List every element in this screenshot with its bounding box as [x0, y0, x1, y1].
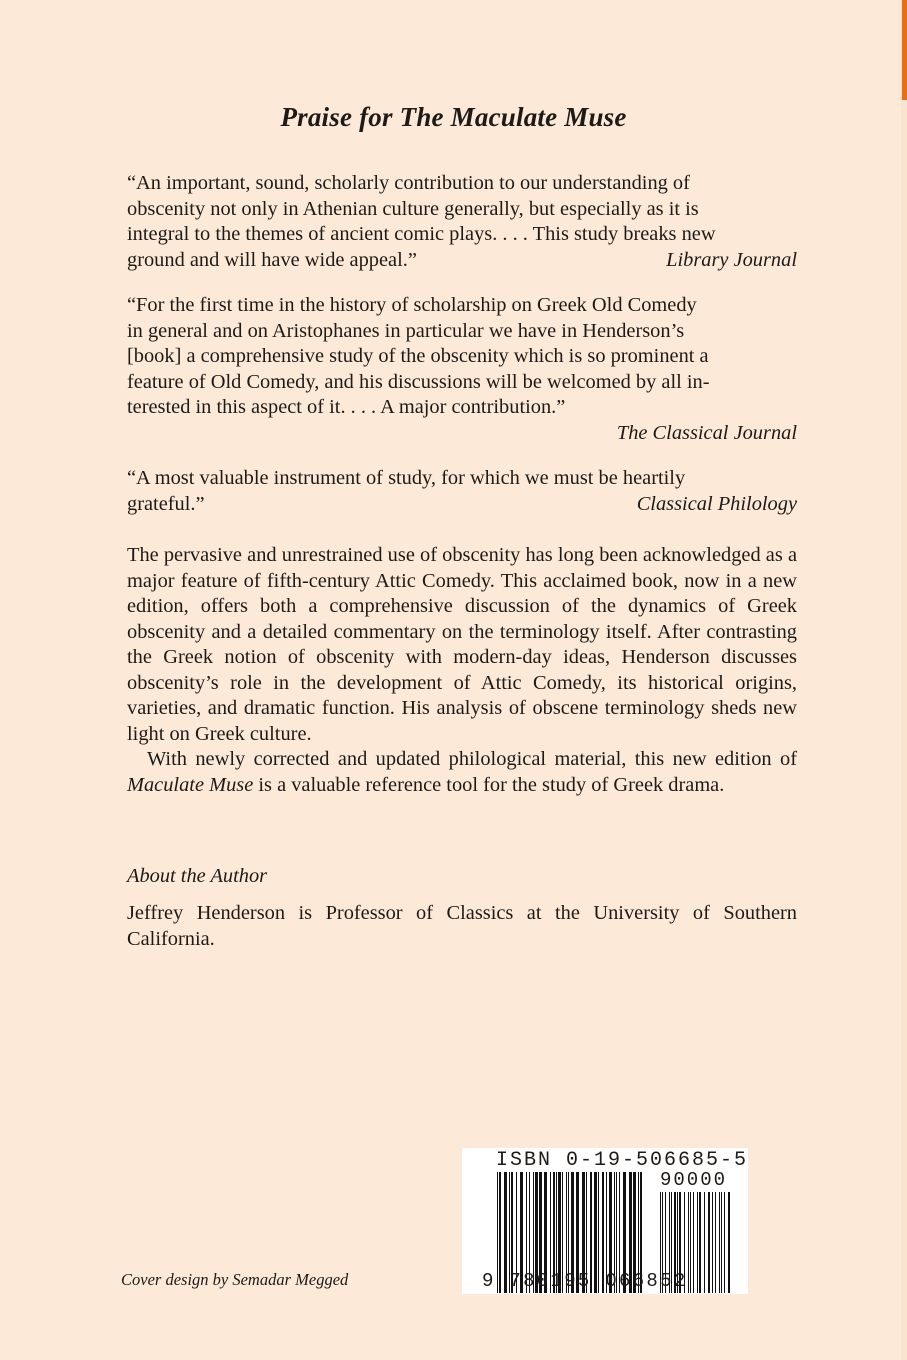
barcode-bar — [715, 1192, 716, 1293]
about-author-heading: About the Author — [127, 865, 268, 887]
description-paragraph: The pervasive and unrestrained use of obscenity has long been acknowledged as a major feature of fifth-century Attic Comedy. This acclaimed book, now in a new edition, offers both a comprehensive discussion of the dynamics of Greek obscenity and a detailed commentary on the terminology itself. After contrasting the Greek notion of obscenity with modern-day ideas, Henderson discusses obscenity’s role in the development of Attic Comedy, its historical origins, varieties, and dramatic function. His analysis of obscene terminology sheds new light on Greek culture. — [127, 544, 797, 745]
price-code: 90000 — [660, 1169, 728, 1191]
barcode-bar — [690, 1192, 691, 1293]
quote-line: terested in this aspect of it. . . . A major contribution.” — [127, 396, 566, 418]
barcode-bar — [693, 1192, 694, 1293]
quote-line: feature of Old Comedy, and his discussions will be welcomed by all in- — [127, 370, 710, 393]
barcode-bar — [699, 1192, 701, 1293]
barcode-bar — [728, 1192, 730, 1293]
quote-source: The Classical Journal — [616, 421, 797, 444]
quote-line: in general and on Aristophanes in particular we have in Henderson’s — [127, 319, 685, 342]
isbn-number: ISBN 0-19-506685-5 — [496, 1149, 749, 1172]
page-title: Praise for The Maculate Muse — [280, 102, 627, 132]
barcode-bar — [724, 1192, 725, 1293]
barcode-bar — [704, 1192, 705, 1293]
barcode-bar — [697, 1192, 698, 1293]
about-author-body: Jeffrey Henderson is Professor of Classics at the University of Southern California. — [127, 902, 797, 950]
barcode-bar — [688, 1192, 689, 1293]
barcode-bar — [708, 1192, 710, 1293]
quote-line: “For the first time in the history of scholarship on Greek Old Comedy — [127, 294, 697, 316]
barcode-bar — [719, 1192, 720, 1293]
quote-line: “An important, sound, scholarly contribution to our understanding of — [127, 172, 690, 194]
quote-line: integral to the themes of ancient comic plays. . . . This study breaks new — [127, 223, 716, 245]
description-paragraph: With newly corrected and updated philological material, this new edition of Maculate Muse is a valuable reference tool for the study of Greek drama. — [127, 748, 797, 796]
quote-line: Library Journal ground and will have wide appeal.” — [127, 248, 797, 274]
quote-line: [book] a comprehensive study of the obscenity which is so prominent a — [127, 345, 709, 367]
barcode-bar — [712, 1192, 713, 1293]
barcode-bar — [721, 1192, 722, 1293]
quote-line: Classical Philology grateful.” — [127, 492, 797, 518]
ean-number: 9 780195 066852 — [482, 1270, 688, 1292]
quote-source: Classical Philology — [636, 492, 797, 515]
cover-credit: Cover design by Semadar Megged — [121, 1270, 349, 1289]
quote-source: Library Journal — [666, 248, 797, 271]
quote-line: obscenity not only in Athenian culture generally, but especially as it is — [127, 197, 699, 220]
quote-line: “A most valuable instrument of study, for which we must be heartily — [127, 467, 686, 489]
